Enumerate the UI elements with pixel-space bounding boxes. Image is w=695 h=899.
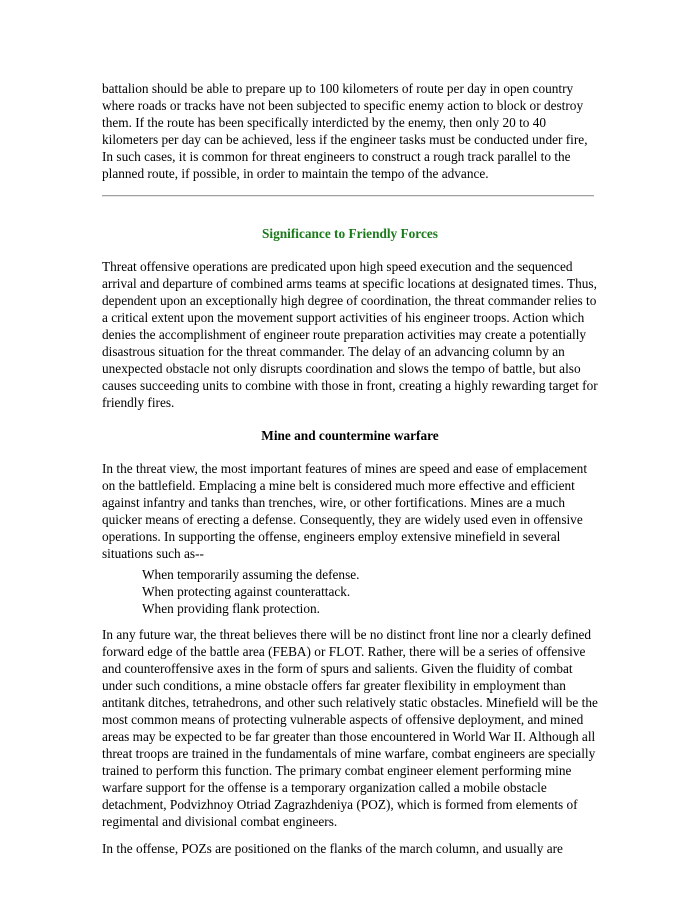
paragraph-future-war: In any future war, the threat believes there will be no distinct front line nor a clearly defined forward edge of the battle area (FEBA) or FLOT. Rather, there will be a series of offensive and counteroffensive axes in the form of spurs and salients. Given the fluidity of combat under such conditions, a mine obstacle offers far greater flexibility in employment than antitank ditches, tetrahedrons, and other such relatively static obstacles. Minefield will be the most common means of protecting vulnerable aspects of offensive deployment, and mined areas may be expected to be far greater than those encountered in World War II. Although all threat troops are trained in the fundamentals of mine warfare, combat engineers are specially trained to perform this function. The primary combat engineer element performing mine warfare support for the offense is a temporary organization called a mobile obstacle detachment, Podvizhnoy Otriad Zagrazhdeniya (POZ), which is formed from elements of regimental and divisional combat engineers. (102, 627, 598, 829)
document-content (102, 80, 598, 867)
list-item: When providing flank protection. (142, 601, 320, 616)
paragraph-mine-intro: In the threat view, the most important features of mines are speed and ease of emplacement on the battlefield. Emplacing a mine belt is considered much more effective and efficient against infantry and tanks than trenches, wire, or other fortifications. Mines are a much quicker means of erecting a defense. Consequently, they are widely used even in offensive operations. In supporting the offense, engineers employ extensive minefield in several situations such as-- (102, 461, 588, 561)
paragraph-significance: Threat offensive operations are predicated upon high speed execution and the sequenced arrival and departure of combined arms teams at specific locations at designated times. Thus, dependent upon an exceptionally high degree of coordination, the threat commander relies to a critical extent upon the movement support activities of his engineer troops. Action which denies the accomplishment of engineer route preparation activities may create a potentially disastrous situation for the threat commander. The delay of an advancing column by an unexpected obstacle not only disrupts coordination and slows the tempo of battle, but also causes succeeding units to combine with those in front, creating a highly rewarding target for friendly fires. (102, 259, 598, 410)
heading-significance-to-friendly-forces: Significance to Friendly Forces (262, 226, 438, 241)
horizontal-rule-divider (102, 195, 594, 197)
list-item: When protecting against counterattack. (142, 584, 351, 599)
list-item: When temporarily assuming the defense. (142, 567, 360, 582)
paragraph-route-preparation: battalion should be able to prepare up to 100 kilometers of route per day in open country where roads or tracks have not been subjected to specific enemy action to block or destroy them. If the route has been specifically interdicted by the enemy, then only 20 to 40 kilometers per day can be achieved, less if the engineer tasks must be conducted under fire, In such cases, it is common for threat engineers to construct a rough track parallel to the planned route, if possible, in order to maintain the tempo of the advance. (102, 81, 588, 181)
heading-mine-and-countermine-warfare: Mine and countermine warfare (261, 428, 439, 443)
paragraph-poz-offense: In the offense, POZs are positioned on the flanks of the march column, and usually are (102, 841, 563, 856)
situations-list (102, 566, 598, 617)
